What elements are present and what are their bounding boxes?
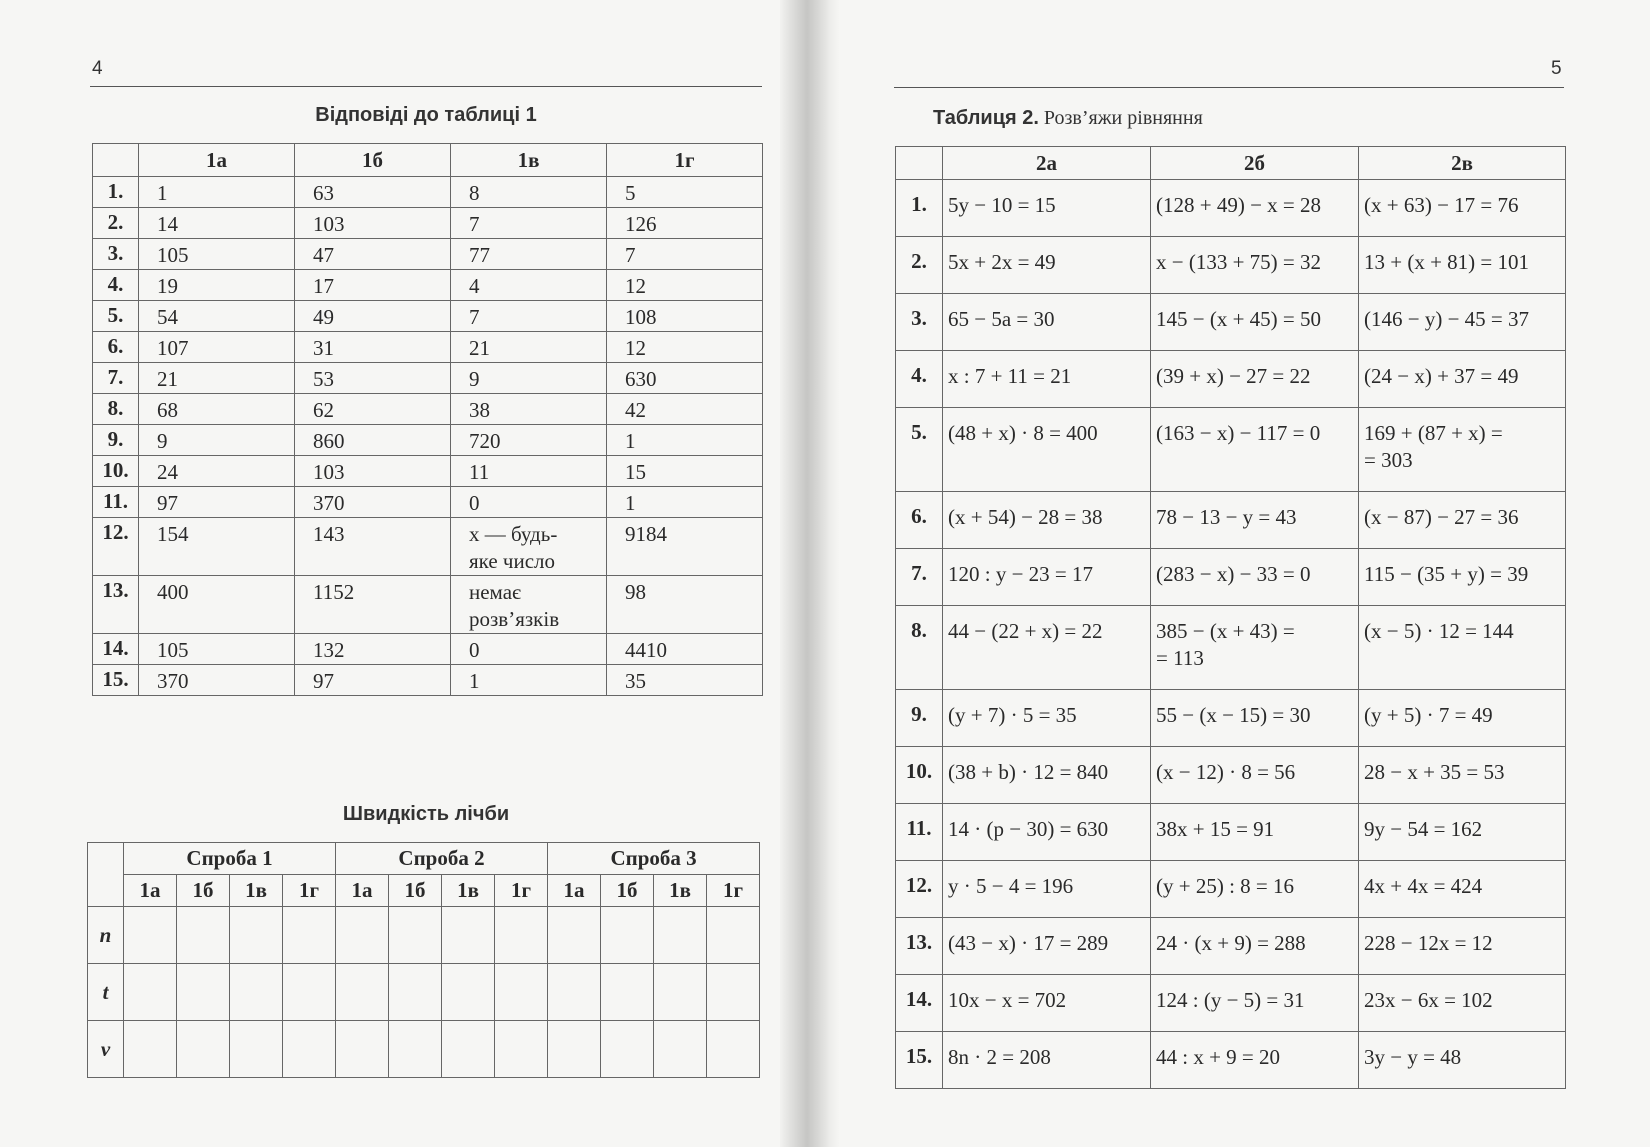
speed-corner-cell bbox=[88, 843, 124, 907]
speed-entry-cell[interactable] bbox=[177, 1021, 230, 1078]
equation-cell: 55 − (x − 15) = 30 bbox=[1151, 690, 1359, 747]
equation-cell: (48 + x) · 8 = 400 bbox=[943, 408, 1151, 492]
equation-cell: (163 − x) − 117 = 0 bbox=[1151, 408, 1359, 492]
table-row bbox=[93, 394, 763, 425]
equation-cell: (x + 54) − 28 = 38 bbox=[943, 492, 1151, 549]
speed-entry-cell[interactable] bbox=[124, 907, 177, 964]
speed-entry-cell[interactable] bbox=[230, 964, 283, 1021]
answer-cell: 143 bbox=[295, 518, 451, 576]
row-number: 10. bbox=[93, 456, 139, 487]
equation-cell: 5y − 10 = 15 bbox=[943, 180, 1151, 237]
table-row bbox=[896, 747, 1566, 804]
answer-cell: 860 bbox=[295, 425, 451, 456]
speed-row bbox=[88, 907, 760, 964]
speed-entry-cell[interactable] bbox=[389, 1021, 442, 1078]
answer-cell: 47 bbox=[295, 239, 451, 270]
equation-cell: 169 + (87 + x) = = 303 bbox=[1359, 408, 1566, 492]
answer-cell: 126 bbox=[607, 208, 763, 239]
answer-cell: 105 bbox=[139, 239, 295, 270]
equations-col-header: 2а bbox=[943, 147, 1151, 180]
speed-entry-cell[interactable] bbox=[548, 964, 601, 1021]
equation-cell: 44 − (22 + x) = 22 bbox=[943, 606, 1151, 690]
table-row bbox=[896, 1032, 1566, 1089]
speed-entry-cell[interactable] bbox=[654, 964, 707, 1021]
answer-cell: 9 bbox=[451, 363, 607, 394]
row-number: 1. bbox=[896, 180, 943, 237]
speed-entry-cell[interactable] bbox=[124, 964, 177, 1021]
answer-cell: 1 bbox=[139, 177, 295, 208]
speed-subcol-header: 1в bbox=[230, 875, 283, 907]
table-row bbox=[93, 665, 763, 696]
equation-cell: 5x + 2x = 49 bbox=[943, 237, 1151, 294]
page-number-right: 5 bbox=[1551, 58, 1562, 79]
row-number: 14. bbox=[896, 975, 943, 1032]
equation-cell: 44 : x + 9 = 20 bbox=[1151, 1032, 1359, 1089]
speed-entry-cell[interactable] bbox=[283, 964, 336, 1021]
answer-cell: 31 bbox=[295, 332, 451, 363]
answer-cell: 77 bbox=[451, 239, 607, 270]
speed-entry-cell[interactable] bbox=[707, 1021, 760, 1078]
speed-attempt-row bbox=[88, 843, 760, 875]
speed-entry-cell[interactable] bbox=[230, 907, 283, 964]
speed-entry-cell[interactable] bbox=[495, 1021, 548, 1078]
table-row bbox=[896, 408, 1566, 492]
header-rule-right bbox=[894, 87, 1564, 88]
answer-cell: 9184 bbox=[607, 518, 763, 576]
answer-cell: 105 bbox=[139, 634, 295, 665]
speed-entry-cell[interactable] bbox=[336, 907, 389, 964]
row-number: 9. bbox=[93, 425, 139, 456]
table-row bbox=[93, 487, 763, 518]
speed-entry-cell[interactable] bbox=[442, 964, 495, 1021]
speed-table bbox=[87, 842, 760, 1078]
answer-cell: 370 bbox=[295, 487, 451, 518]
answers-table bbox=[92, 143, 763, 696]
answer-cell: 42 bbox=[607, 394, 763, 425]
equation-cell: 115 − (35 + y) = 39 bbox=[1359, 549, 1566, 606]
table-row bbox=[93, 634, 763, 665]
row-number: 11. bbox=[93, 487, 139, 518]
equation-cell: 385 − (x + 43) = = 113 bbox=[1151, 606, 1359, 690]
header-rule-left bbox=[90, 86, 762, 87]
speed-entry-cell[interactable] bbox=[177, 964, 230, 1021]
table-row bbox=[896, 237, 1566, 294]
table-row bbox=[896, 606, 1566, 690]
table-row bbox=[896, 180, 1566, 237]
equation-cell: (43 − x) · 17 = 289 bbox=[943, 918, 1151, 975]
answer-cell: 1152 bbox=[295, 576, 451, 634]
answer-cell: 5 bbox=[607, 177, 763, 208]
speed-subcol-header: 1а bbox=[548, 875, 601, 907]
row-number: 9. bbox=[896, 690, 943, 747]
answer-cell: 53 bbox=[295, 363, 451, 394]
answers-col-header: 1б bbox=[295, 144, 451, 177]
answer-cell: 1 bbox=[607, 487, 763, 518]
page-number-left: 4 bbox=[92, 58, 103, 79]
speed-entry-cell[interactable] bbox=[283, 1021, 336, 1078]
equations-table bbox=[895, 146, 1566, 1089]
speed-entry-cell[interactable] bbox=[442, 1021, 495, 1078]
row-number: 15. bbox=[93, 665, 139, 696]
equation-cell: (39 + x) − 27 = 22 bbox=[1151, 351, 1359, 408]
speed-entry-cell[interactable] bbox=[177, 907, 230, 964]
equation-cell: 23x − 6x = 102 bbox=[1359, 975, 1566, 1032]
answer-cell: 7 bbox=[451, 301, 607, 332]
row-number: 12. bbox=[93, 518, 139, 576]
answer-cell: 0 bbox=[451, 487, 607, 518]
answer-cell: 62 bbox=[295, 394, 451, 425]
table-row bbox=[93, 239, 763, 270]
speed-entry-cell[interactable] bbox=[548, 1021, 601, 1078]
answer-cell: 108 bbox=[607, 301, 763, 332]
equations-col-header: 2б bbox=[1151, 147, 1359, 180]
equation-cell: (283 − x) − 33 = 0 bbox=[1151, 549, 1359, 606]
row-number: 11. bbox=[896, 804, 943, 861]
speed-subcol-header: 1а bbox=[124, 875, 177, 907]
answer-cell: 11 bbox=[451, 456, 607, 487]
table2-title bbox=[933, 107, 1203, 130]
equation-cell: 4x + 4x = 424 bbox=[1359, 861, 1566, 918]
table-row bbox=[896, 975, 1566, 1032]
table-row bbox=[93, 363, 763, 394]
speed-entry-cell[interactable] bbox=[601, 907, 654, 964]
row-number: 5. bbox=[93, 301, 139, 332]
speed-entry-cell[interactable] bbox=[389, 907, 442, 964]
speed-subcol-header: 1г bbox=[495, 875, 548, 907]
answer-cell: 8 bbox=[451, 177, 607, 208]
equation-cell: (y + 5) · 7 = 49 bbox=[1359, 690, 1566, 747]
equation-cell: (128 + 49) − x = 28 bbox=[1151, 180, 1359, 237]
equation-cell: x − (133 + 75) = 32 bbox=[1151, 237, 1359, 294]
equation-cell: 8n · 2 = 208 bbox=[943, 1032, 1151, 1089]
table-row bbox=[93, 456, 763, 487]
row-number: 4. bbox=[93, 270, 139, 301]
equations-corner-cell bbox=[896, 147, 943, 180]
table-row bbox=[93, 425, 763, 456]
equation-cell: x : 7 + 11 = 21 bbox=[943, 351, 1151, 408]
answer-cell: 0 bbox=[451, 634, 607, 665]
table-row bbox=[93, 270, 763, 301]
speed-row bbox=[88, 964, 760, 1021]
speed-subcol-header: 1б bbox=[177, 875, 230, 907]
speed-subcol-header: 1в bbox=[442, 875, 495, 907]
table2-title-bold: Таблиця 2. bbox=[933, 107, 1039, 129]
speed-entry-cell[interactable] bbox=[389, 964, 442, 1021]
speed-entry-cell[interactable] bbox=[601, 1021, 654, 1078]
equation-cell: (y + 25) : 8 = 16 bbox=[1151, 861, 1359, 918]
answer-cell: 1 bbox=[451, 665, 607, 696]
speed-subcol-header: 1б bbox=[389, 875, 442, 907]
table-row bbox=[896, 804, 1566, 861]
row-number: 8. bbox=[896, 606, 943, 690]
equation-cell: 145 − (x + 45) = 50 bbox=[1151, 294, 1359, 351]
answer-cell: немає розв’язків bbox=[451, 576, 607, 634]
speed-entry-cell[interactable] bbox=[495, 907, 548, 964]
table-row bbox=[93, 177, 763, 208]
speed-entry-cell[interactable] bbox=[495, 964, 548, 1021]
table-row bbox=[93, 301, 763, 332]
answer-cell: 4410 bbox=[607, 634, 763, 665]
row-number: 8. bbox=[93, 394, 139, 425]
equation-cell: 120 : y − 23 = 17 bbox=[943, 549, 1151, 606]
table-row bbox=[93, 576, 763, 634]
table-row bbox=[93, 208, 763, 239]
answer-cell: 15 bbox=[607, 456, 763, 487]
table-row bbox=[93, 518, 763, 576]
equation-cell: (24 − x) + 37 = 49 bbox=[1359, 351, 1566, 408]
equation-cell: (146 − y) − 45 = 37 bbox=[1359, 294, 1566, 351]
answer-cell: 49 bbox=[295, 301, 451, 332]
answer-cell: 63 bbox=[295, 177, 451, 208]
answer-cell: 35 bbox=[607, 665, 763, 696]
answers-header-row bbox=[93, 144, 763, 177]
speed-subcol-header: 1а bbox=[336, 875, 389, 907]
row-number: 12. bbox=[896, 861, 943, 918]
answers-col-header: 1г bbox=[607, 144, 763, 177]
answer-cell: 103 bbox=[295, 208, 451, 239]
equation-cell: 124 : (y − 5) = 31 bbox=[1151, 975, 1359, 1032]
speed-entry-cell[interactable] bbox=[230, 1021, 283, 1078]
answers-corner-cell bbox=[93, 144, 139, 177]
equation-cell: 3y − y = 48 bbox=[1359, 1032, 1566, 1089]
equation-cell: (x + 63) − 17 = 76 bbox=[1359, 180, 1566, 237]
equation-cell: 13 + (x + 81) = 101 bbox=[1359, 237, 1566, 294]
row-number: 4. bbox=[896, 351, 943, 408]
table-row bbox=[896, 549, 1566, 606]
answer-cell: 21 bbox=[139, 363, 295, 394]
answer-cell: 17 bbox=[295, 270, 451, 301]
attempt-header: Спроба 3 bbox=[548, 843, 760, 875]
answer-cell: 97 bbox=[139, 487, 295, 518]
answers-col-header: 1а bbox=[139, 144, 295, 177]
row-number: 6. bbox=[93, 332, 139, 363]
speed-entry-cell[interactable] bbox=[707, 964, 760, 1021]
answer-cell: 12 bbox=[607, 270, 763, 301]
equation-cell: 228 − 12x = 12 bbox=[1359, 918, 1566, 975]
equation-cell: (y + 7) · 5 = 35 bbox=[943, 690, 1151, 747]
equation-cell: 65 − 5a = 30 bbox=[943, 294, 1151, 351]
speed-subcol-header: 1б bbox=[601, 875, 654, 907]
equations-col-header: 2в bbox=[1359, 147, 1566, 180]
answer-cell: 107 bbox=[139, 332, 295, 363]
table-row bbox=[896, 690, 1566, 747]
speed-entry-cell[interactable] bbox=[336, 964, 389, 1021]
speed-entry-cell[interactable] bbox=[283, 907, 336, 964]
answer-cell: 54 bbox=[139, 301, 295, 332]
row-number: 10. bbox=[896, 747, 943, 804]
speed-entry-cell[interactable] bbox=[124, 1021, 177, 1078]
answer-cell: 19 bbox=[139, 270, 295, 301]
table-row bbox=[896, 918, 1566, 975]
attempt-header: Спроба 1 bbox=[124, 843, 336, 875]
answer-cell: 12 bbox=[607, 332, 763, 363]
speed-row bbox=[88, 1021, 760, 1078]
answer-cell: 24 bbox=[139, 456, 295, 487]
row-number: 6. bbox=[896, 492, 943, 549]
table-row bbox=[896, 351, 1566, 408]
table-row bbox=[896, 861, 1566, 918]
answer-cell: 630 bbox=[607, 363, 763, 394]
answer-cell: 103 bbox=[295, 456, 451, 487]
answer-cell: 21 bbox=[451, 332, 607, 363]
row-number: 15. bbox=[896, 1032, 943, 1089]
equation-cell: y · 5 − 4 = 196 bbox=[943, 861, 1151, 918]
speed-entry-cell[interactable] bbox=[707, 907, 760, 964]
equation-cell: 24 · (x + 9) = 288 bbox=[1151, 918, 1359, 975]
row-number: 1. bbox=[93, 177, 139, 208]
answer-cell: 400 bbox=[139, 576, 295, 634]
equation-cell: (x − 87) − 27 = 36 bbox=[1359, 492, 1566, 549]
row-number: 13. bbox=[896, 918, 943, 975]
answer-cell: 7 bbox=[607, 239, 763, 270]
speed-entry-cell[interactable] bbox=[654, 907, 707, 964]
speed-subcol-header: 1г bbox=[707, 875, 760, 907]
answer-cell: 68 bbox=[139, 394, 295, 425]
equation-cell: 9y − 54 = 162 bbox=[1359, 804, 1566, 861]
speed-row-label: n bbox=[88, 907, 124, 964]
equations-header-row bbox=[896, 147, 1566, 180]
equation-cell: 28 − x + 35 = 53 bbox=[1359, 747, 1566, 804]
answer-cell: 4 bbox=[451, 270, 607, 301]
row-number: 3. bbox=[896, 294, 943, 351]
answers-col-header: 1в bbox=[451, 144, 607, 177]
table2-title-text: Розв’яжи рівняння bbox=[1038, 107, 1203, 129]
answer-cell: 38 bbox=[451, 394, 607, 425]
speed-entry-cell[interactable] bbox=[654, 1021, 707, 1078]
answer-cell: 97 bbox=[295, 665, 451, 696]
answers-title: Відповіді до таблиці 1 bbox=[315, 104, 537, 126]
answer-cell: 370 bbox=[139, 665, 295, 696]
answer-cell: 720 bbox=[451, 425, 607, 456]
equation-cell: 14 · (p − 30) = 630 bbox=[943, 804, 1151, 861]
speed-entry-cell[interactable] bbox=[336, 1021, 389, 1078]
attempt-header: Спроба 2 bbox=[336, 843, 548, 875]
book-gutter bbox=[780, 0, 840, 1147]
row-number: 13. bbox=[93, 576, 139, 634]
answer-cell: 7 bbox=[451, 208, 607, 239]
equation-cell: 78 − 13 − y = 43 bbox=[1151, 492, 1359, 549]
row-number: 2. bbox=[896, 237, 943, 294]
row-number: 7. bbox=[93, 363, 139, 394]
equation-cell: (38 + b) · 12 = 840 bbox=[943, 747, 1151, 804]
answer-cell: 14 bbox=[139, 208, 295, 239]
speed-entry-cell[interactable] bbox=[548, 907, 601, 964]
equation-cell: 10x − x = 702 bbox=[943, 975, 1151, 1032]
equation-cell: 38x + 15 = 91 bbox=[1151, 804, 1359, 861]
speed-row-label: t bbox=[88, 964, 124, 1021]
answer-cell: 132 bbox=[295, 634, 451, 665]
row-number: 14. bbox=[93, 634, 139, 665]
speed-subcol-header: 1в bbox=[654, 875, 707, 907]
answer-cell: x — будь- яке число bbox=[451, 518, 607, 576]
row-number: 3. bbox=[93, 239, 139, 270]
speed-row-label: v bbox=[88, 1021, 124, 1078]
table-row bbox=[93, 332, 763, 363]
speed-subcol-header: 1г bbox=[283, 875, 336, 907]
answer-cell: 98 bbox=[607, 576, 763, 634]
table-row bbox=[896, 294, 1566, 351]
table-row bbox=[896, 492, 1566, 549]
speed-title: Швидкість лічби bbox=[342, 803, 510, 825]
answer-cell: 9 bbox=[139, 425, 295, 456]
speed-entry-cell[interactable] bbox=[442, 907, 495, 964]
row-number: 5. bbox=[896, 408, 943, 492]
answer-cell: 1 bbox=[607, 425, 763, 456]
equation-cell: (x − 5) · 12 = 144 bbox=[1359, 606, 1566, 690]
speed-sub-row bbox=[88, 875, 760, 907]
answer-cell: 154 bbox=[139, 518, 295, 576]
equation-cell: (x − 12) · 8 = 56 bbox=[1151, 747, 1359, 804]
row-number: 7. bbox=[896, 549, 943, 606]
row-number: 2. bbox=[93, 208, 139, 239]
speed-entry-cell[interactable] bbox=[601, 964, 654, 1021]
